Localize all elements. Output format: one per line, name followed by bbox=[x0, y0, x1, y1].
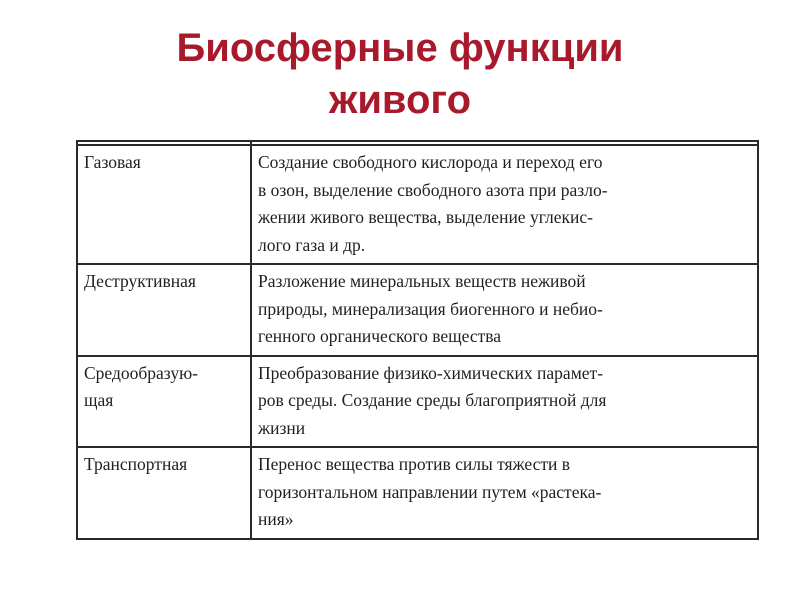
function-description: Создание свободного кислорода и переход его в озон, выделение свободного азота при разло- жении живого вещества, выделение углекис- лого газа и др. bbox=[251, 145, 758, 264]
function-description: Преобразование физико-химических парамет- ров среды. Создание среды благоприятной для жизни bbox=[251, 356, 758, 448]
function-name: Средообразую- щая bbox=[77, 356, 251, 448]
table-row bbox=[77, 356, 758, 448]
slide-title-line-2: живого bbox=[328, 78, 471, 122]
slide-title bbox=[0, 22, 800, 126]
function-name: Газовая bbox=[77, 145, 251, 264]
table-row bbox=[77, 264, 758, 356]
function-description: Разложение минеральных веществ неживой природы, минерализация биогенного и небио- генного органического вещества bbox=[251, 264, 758, 356]
function-name: Деструктивная bbox=[77, 264, 251, 356]
table-row bbox=[77, 145, 758, 264]
biosphere-functions-table bbox=[76, 140, 759, 540]
function-description: Перенос вещества против силы тяжести в горизонтальном направлении путем «растека- ния» bbox=[251, 447, 758, 539]
slide-title-line-1: Биосферные функции bbox=[176, 26, 624, 70]
function-name: Транспортная bbox=[77, 447, 251, 539]
table-row bbox=[77, 447, 758, 539]
